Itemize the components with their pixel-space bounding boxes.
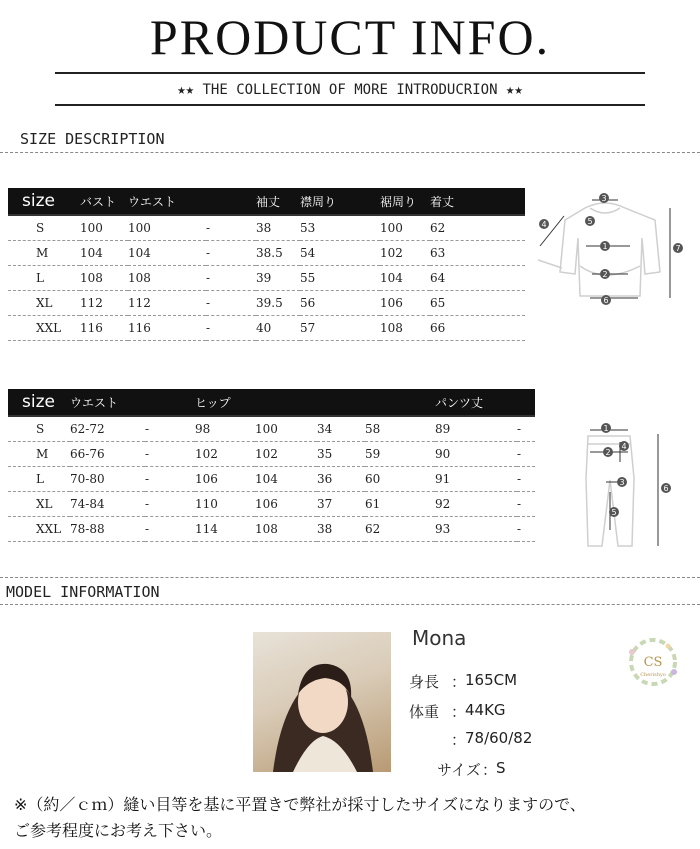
header-cell: size [8, 188, 80, 215]
header-cell: 襟周り [300, 188, 380, 215]
model-height-value: 165CM [465, 671, 518, 689]
svg-text:2: 2 [602, 270, 608, 279]
model-section-top-divider [0, 577, 700, 578]
diagram-label [603, 447, 613, 457]
size-note-line-1: ※（約／ｃｍ）縫い目等を基に平置きで弊社が採寸したサイズになりますので、 [14, 795, 586, 814]
header-cell: パンツ丈 [435, 389, 517, 416]
header-cell: size [8, 389, 70, 416]
table-cell: 60 [365, 467, 435, 492]
table-cell: 92 [435, 492, 517, 517]
table-cell: - [517, 416, 535, 442]
header-cell [145, 389, 195, 416]
table-cell: 38.5 [256, 241, 300, 266]
table-cell: - [206, 215, 256, 241]
table-cell: 100 [255, 416, 317, 442]
table-cell: 106 [380, 291, 430, 316]
table-cell: 100 [80, 215, 128, 241]
table-cell: 106 [255, 492, 317, 517]
table-cell: 104 [380, 266, 430, 291]
diagram-label [673, 243, 683, 253]
table-cell: 66 [430, 316, 525, 341]
table-cell: 112 [80, 291, 128, 316]
header-cell: 裾周り [380, 188, 430, 215]
model-size-label: サイズ [437, 761, 481, 779]
table-cell: 78-88 [70, 517, 145, 542]
table-cell: XXL [8, 316, 80, 341]
table-row [8, 467, 535, 492]
table-cell: 35 [317, 442, 365, 467]
table-cell: - [517, 467, 535, 492]
svg-text:1: 1 [603, 424, 609, 433]
table-cell: XL [8, 492, 70, 517]
svg-text:6: 6 [603, 296, 609, 305]
table-cell: 102 [380, 241, 430, 266]
table-cell: 66-76 [70, 442, 145, 467]
diagram-label [661, 483, 671, 493]
diagram-label [601, 423, 611, 433]
table-cell: S [8, 215, 80, 241]
table-row [8, 215, 525, 241]
diagram-label [600, 241, 610, 251]
table-cell: - [206, 266, 256, 291]
page-subtitle: ★★ THE COLLECTION OF MORE INTRODUCRION ★★ [177, 82, 523, 98]
sweater-icon [530, 188, 695, 308]
table-cell: 37 [317, 492, 365, 517]
table-cell: 108 [80, 266, 128, 291]
header-cell: 着丈 [430, 188, 525, 215]
table-row [8, 241, 525, 266]
table-cell: 56 [300, 291, 380, 316]
table-cell: - [517, 442, 535, 467]
diagram-label [585, 216, 595, 226]
table-cell: - [517, 492, 535, 517]
table-cell: 74-84 [70, 492, 145, 517]
table-cell: 104 [255, 467, 317, 492]
spec-colon: ： [482, 761, 498, 779]
table-cell: 34 [317, 416, 365, 442]
logo-script: Cherishyo [640, 672, 666, 678]
top-size-table [8, 188, 525, 341]
svg-text:4: 4 [541, 220, 547, 229]
top-table-header-row [8, 188, 525, 215]
page-title: PRODUCT INFO. [149, 9, 551, 65]
table-cell: - [145, 416, 195, 442]
table-cell: 62-72 [70, 416, 145, 442]
table-cell: S [8, 416, 70, 442]
table-cell: - [145, 517, 195, 542]
table-cell: 116 [128, 316, 206, 341]
svg-text:6: 6 [663, 484, 669, 493]
svg-text:5: 5 [611, 508, 617, 517]
table-cell: 63 [430, 241, 525, 266]
svg-text:2: 2 [605, 448, 611, 457]
table-cell: L [8, 266, 80, 291]
bottom-size-table [8, 389, 535, 542]
table-cell: 98 [195, 416, 255, 442]
table-cell: 59 [365, 442, 435, 467]
header-cell: ヒップ [195, 389, 255, 416]
svg-text:7: 7 [675, 244, 681, 253]
pants-diagram [570, 418, 680, 550]
table-cell: 62 [430, 215, 525, 241]
table-cell: 116 [80, 316, 128, 341]
model-size-value: S [496, 759, 506, 777]
table-cell: 38 [256, 215, 300, 241]
size-note-line-2: ご参考程度にお考え下さい。 [14, 821, 223, 840]
header-cell [317, 389, 365, 416]
table-row [8, 291, 525, 316]
table-row [8, 442, 535, 467]
table-cell: 55 [300, 266, 380, 291]
table-cell: M [8, 241, 80, 266]
table-row [8, 266, 525, 291]
table-cell: 93 [435, 517, 517, 542]
header-cell [365, 389, 435, 416]
table-cell: - [517, 517, 535, 542]
pants-icon [570, 418, 680, 550]
svg-text:5: 5 [587, 217, 593, 226]
table-cell: 102 [255, 442, 317, 467]
table-cell: 102 [195, 442, 255, 467]
table-cell: 106 [195, 467, 255, 492]
spec-colon: ： [451, 673, 467, 691]
table-cell: 90 [435, 442, 517, 467]
table-cell: 64 [430, 266, 525, 291]
model-height-label: 身長 [409, 673, 440, 691]
logo-letters: CS [643, 655, 663, 670]
table-cell: 108 [255, 517, 317, 542]
table-cell: 110 [195, 492, 255, 517]
bottom-size-table-wrap [8, 389, 535, 542]
diagram-label [539, 219, 549, 229]
table-cell: - [206, 241, 256, 266]
table-cell: 112 [128, 291, 206, 316]
table-cell: M [8, 442, 70, 467]
subtitle-divider [55, 104, 645, 106]
model-weight-label: 体重 [409, 703, 440, 721]
table-cell: 100 [128, 215, 206, 241]
diagram-label [609, 507, 619, 517]
table-cell: - [145, 442, 195, 467]
table-cell: 36 [317, 467, 365, 492]
floral-wreath-icon [618, 632, 688, 692]
table-row [8, 492, 535, 517]
diagram-label [619, 441, 629, 451]
table-cell: 114 [195, 517, 255, 542]
table-cell: 61 [365, 492, 435, 517]
model-weight-value: 44KG [465, 701, 506, 719]
top-size-table-wrap [8, 188, 525, 341]
table-cell: L [8, 467, 70, 492]
diagram-label [601, 295, 611, 305]
table-cell: 65 [430, 291, 525, 316]
size-section-title: SIZE DESCRIPTION [20, 130, 165, 148]
diagram-label [600, 269, 610, 279]
table-cell: XXL [8, 517, 70, 542]
svg-text:1: 1 [602, 242, 608, 251]
table-cell: 70-80 [70, 467, 145, 492]
table-cell: 57 [300, 316, 380, 341]
model-photo [253, 632, 391, 772]
title-divider [55, 72, 645, 74]
table-cell: XL [8, 291, 80, 316]
table-cell: - [206, 316, 256, 341]
table-cell: - [145, 467, 195, 492]
table-cell: - [206, 291, 256, 316]
model-name: Mona [412, 626, 467, 650]
diagram-label [599, 193, 609, 203]
table-row [8, 517, 535, 542]
table-row [8, 416, 535, 442]
table-cell: 104 [80, 241, 128, 266]
svg-text:3: 3 [619, 478, 625, 487]
header-cell [255, 389, 317, 416]
table-cell: 58 [365, 416, 435, 442]
model-measurements-value: 78/60/82 [465, 729, 533, 747]
table-cell: 104 [128, 241, 206, 266]
header-cell: ウエスト [128, 188, 206, 215]
header-cell: 袖丈 [256, 188, 300, 215]
spec-colon: ： [451, 731, 467, 749]
table-cell: 108 [128, 266, 206, 291]
model-section-divider [0, 604, 700, 605]
header-cell: ウエスト [70, 389, 145, 416]
table-cell: - [145, 492, 195, 517]
table-cell: 53 [300, 215, 380, 241]
table-cell: 40 [256, 316, 300, 341]
table-cell: 38 [317, 517, 365, 542]
table-cell: 39.5 [256, 291, 300, 316]
svg-text:3: 3 [601, 194, 607, 203]
spec-colon: ： [451, 703, 467, 721]
diagram-label [617, 477, 627, 487]
header-cell [517, 389, 535, 416]
table-row [8, 316, 525, 341]
brand-logo [618, 632, 688, 692]
table-cell: 62 [365, 517, 435, 542]
table-cell: 91 [435, 467, 517, 492]
table-cell: 54 [300, 241, 380, 266]
size-section-divider [0, 152, 700, 153]
table-cell: 39 [256, 266, 300, 291]
table-cell: 89 [435, 416, 517, 442]
header-cell: バスト [80, 188, 128, 215]
model-section-title: MODEL INFORMATION [6, 583, 160, 601]
bottom-table-header-row [8, 389, 535, 416]
header-cell [206, 188, 256, 215]
table-cell: 108 [380, 316, 430, 341]
table-cell: 100 [380, 215, 430, 241]
svg-text:4: 4 [621, 442, 627, 451]
sweater-diagram [530, 188, 695, 308]
model-portrait-image [253, 632, 391, 772]
